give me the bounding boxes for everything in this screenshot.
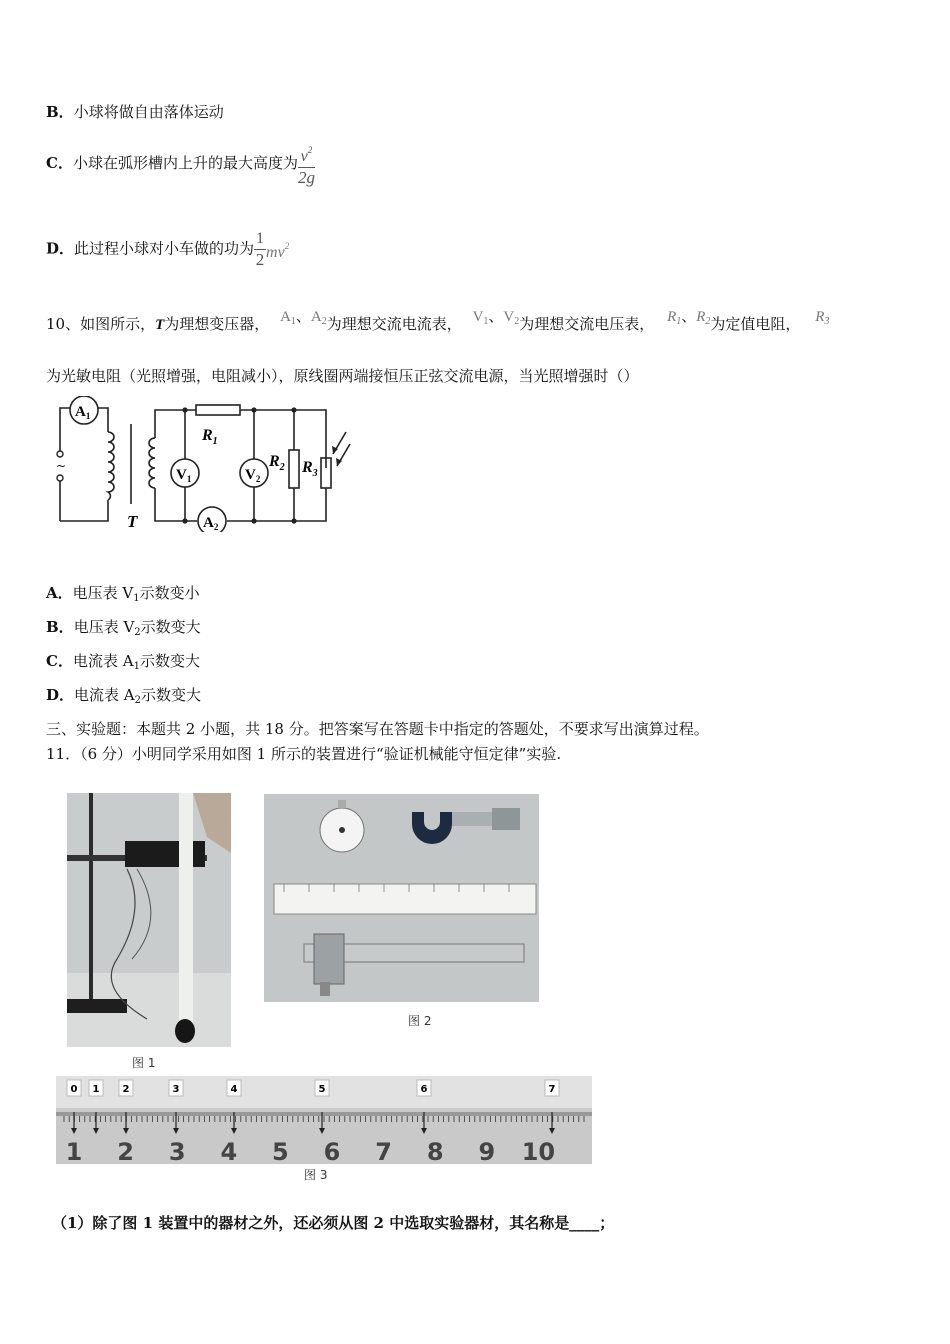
label-R3: $R_3$ — [302, 459, 318, 479]
tape-point-label: 1 — [92, 1084, 100, 1095]
q9-option-d — [46, 224, 289, 275]
option-text: 电压表 V — [73, 618, 135, 636]
option-text: 电流表 A — [74, 686, 135, 704]
option-letter: C． — [46, 652, 73, 670]
option-text: 电压表 V — [72, 584, 134, 602]
tape-point-label: 2 — [122, 1084, 130, 1095]
ruler-number: 5 — [272, 1138, 289, 1164]
option-text: 示数变大 — [141, 686, 202, 704]
frac-denominator: 2g — [297, 168, 315, 187]
frac-numerator: v — [300, 148, 308, 165]
option-letter: B． — [46, 618, 74, 636]
option-text: 电流表 A — [72, 652, 134, 670]
option-letter: C． — [46, 154, 73, 172]
q10-option-c — [46, 651, 200, 677]
stem-text: 11．（6 分）小明同学采用如图 1 所示的装置进行“验证机械能守恒定律”实验. — [46, 745, 562, 763]
frac-numerator: 1 — [254, 229, 266, 250]
label-T: T — [127, 512, 138, 531]
section3-heading — [46, 719, 709, 739]
symbol-R1-R2: $R_1$、$R_2$ — [667, 309, 711, 327]
figure1-photo — [67, 793, 231, 1047]
figure2-photo — [264, 794, 539, 1002]
frac-denominator: 2 — [255, 250, 265, 269]
q10-stem-line2 — [46, 366, 639, 386]
ruler-number: 2 — [117, 1138, 134, 1164]
stem-text: 为理想交流电流表， — [326, 315, 462, 333]
q11-stem — [46, 744, 561, 764]
q10-stem-line1 — [46, 309, 830, 340]
figure2-caption: 图 2 — [408, 1014, 432, 1028]
source-symbol: ~ — [56, 459, 67, 473]
symbol-R3: $R_3$ — [815, 309, 830, 327]
option-sub: 2 — [134, 627, 141, 638]
meter-A1-label: $A_1$ — [75, 404, 91, 421]
q9-option-b — [46, 102, 224, 122]
option-text: 示数变大 — [140, 618, 201, 636]
figure3-tape-ruler — [56, 1076, 592, 1164]
q10-option-a — [46, 583, 200, 609]
tape-point-label: 6 — [420, 1084, 428, 1095]
tape-point-label: 4 — [230, 1084, 238, 1095]
ruler-number: 6 — [323, 1138, 341, 1164]
q10-option-d — [46, 685, 201, 711]
meter-V2-label: $V_2$ — [245, 467, 261, 484]
meter-A2-label: $A_2$ — [203, 515, 219, 532]
tape-point-label: 3 — [172, 1084, 180, 1095]
option-letter: A． — [46, 584, 73, 602]
ruler-number: 7 — [375, 1138, 392, 1164]
option-sub: 1 — [133, 661, 140, 672]
option-sub: 2 — [134, 695, 141, 706]
option-text: 示数变小 — [139, 584, 200, 602]
stem-text: 为理想变压器， — [164, 315, 270, 333]
tape-point-label: 5 — [318, 1084, 326, 1095]
option-letter: D． — [46, 686, 75, 704]
expr-mv: $mv^2$ — [266, 241, 290, 261]
circuit-diagram — [50, 396, 360, 532]
option-sub: 1 — [133, 593, 140, 604]
stem-text: 为光敏电阻（光照增强，电阻减小），原线圈两端接恒压正弦交流电源，当光照增强时（） — [46, 367, 639, 385]
fraction-v2-over-2g — [298, 140, 315, 188]
figure3-caption: 图 3 — [304, 1168, 328, 1182]
ruler-number: 9 — [478, 1138, 496, 1164]
stem-text: 为定值电阻， — [710, 315, 801, 333]
meter-V1-label: $V_1$ — [176, 467, 192, 484]
label-R2: $R_2$ — [269, 453, 285, 473]
symbol-T: T — [155, 317, 165, 333]
ruler-number: 8 — [426, 1138, 444, 1164]
frac-exponent: 2 — [307, 145, 313, 155]
ruler-number: 4 — [220, 1138, 238, 1164]
option-text: 小球将做自由落体运动 — [73, 103, 224, 121]
tape-point-label: 7 — [548, 1084, 556, 1095]
option-letter: D． — [46, 239, 75, 258]
fraction-one-half — [254, 229, 266, 270]
option-text: 此过程小球对小车做的功为 — [74, 239, 255, 258]
option-text: 小球在弧形槽内上升的最大高度为 — [72, 154, 298, 172]
tape-point-label: 0 — [70, 1084, 78, 1095]
ruler-number: 10 — [521, 1138, 556, 1164]
option-letter: B． — [46, 103, 74, 121]
heading-text: 三、实验题：本题共 2 小题，共 18 分。把答案写在答题卡中指定的答题处，不要求写出演算过程。 — [46, 720, 709, 738]
symbol-V1-V2: $V_1$、$V_2$ — [472, 309, 520, 327]
q9-option-c — [46, 140, 315, 188]
label-R1: $R_1$ — [202, 427, 218, 447]
symbol-A1-A2: $A_1$、$A_2$ — [280, 309, 327, 327]
stem-text: 10、如图所示， — [46, 315, 156, 333]
q11-subquestion-1 — [52, 1213, 614, 1233]
figure1-caption: 图 1 — [132, 1056, 156, 1070]
option-text: 示数变大 — [139, 652, 200, 670]
stem-text: 为理想交流电压表， — [519, 315, 655, 333]
subquestion-text: （1）除了图 1 装置中的器材之外，还必须从图 2 中选取实验器材，其名称是____； — [52, 1214, 615, 1232]
ruler-number: 3 — [168, 1138, 186, 1164]
ruler-number: 1 — [65, 1138, 83, 1164]
q10-option-b — [46, 617, 201, 643]
